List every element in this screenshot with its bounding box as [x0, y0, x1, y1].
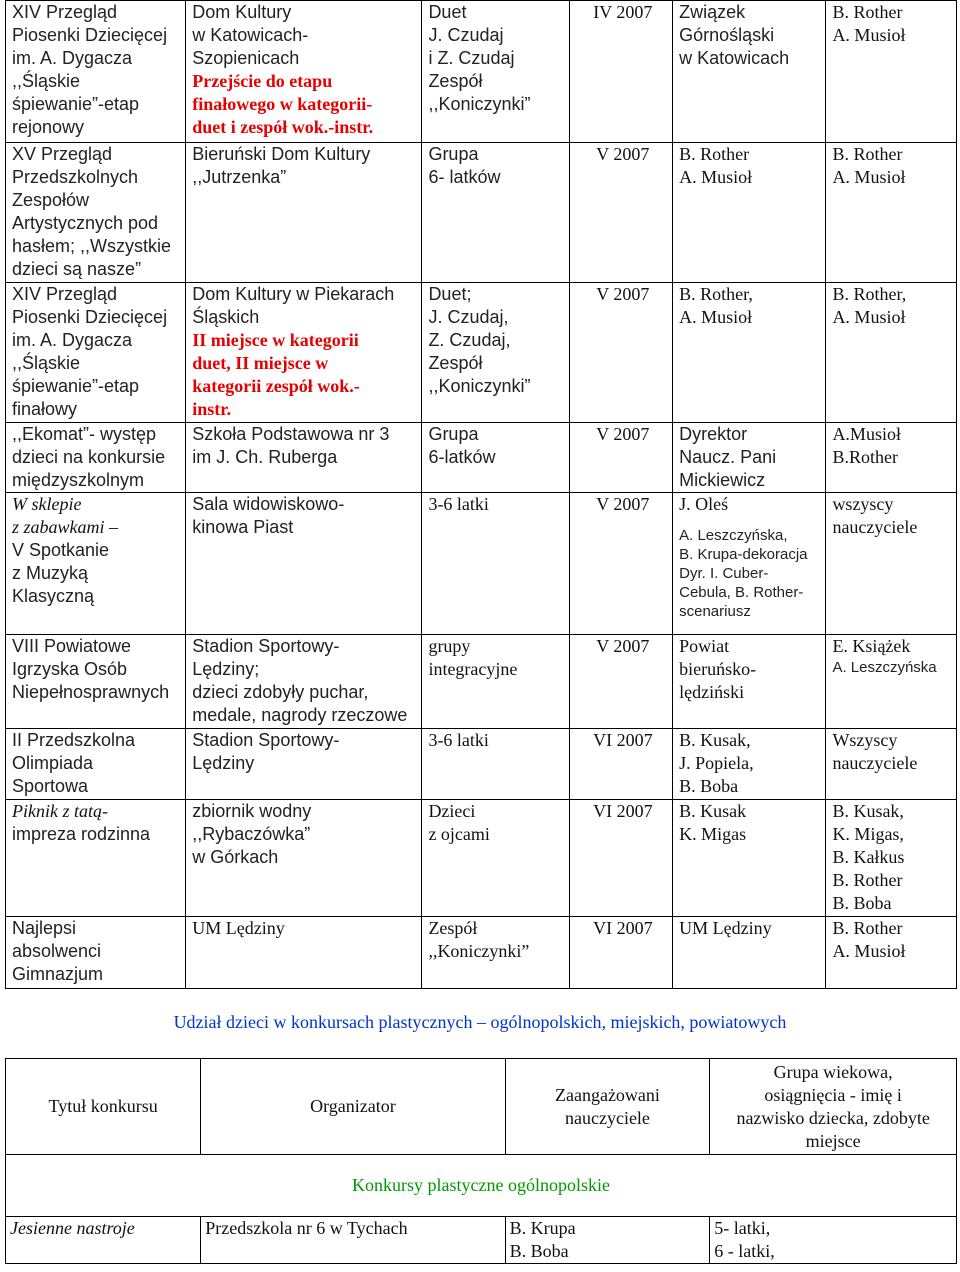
teachers-cell: B. Kusak, K. Migas, B. Kałkus B. Rother B. Boba: [826, 800, 957, 917]
event-cell: XIV Przegląd Piosenki Dziecięcej im. A. Dygacza ,,Śląskie śpiewanie”-etap finałowy: [6, 283, 186, 423]
group-cell: Duet J. Czudaj i Z. Czudaj Zespół ,,Koniczynki”: [422, 1, 569, 143]
event-cell: W sklepie z zabawkami – V Spotkanie z Muzyką Klasyczną: [6, 493, 186, 635]
result-text: Przejście do etapu finałowego w kategorii- duet i zespół wok.-instr.: [192, 71, 374, 137]
event-cell: ,,Ekomat”- występ dzieci na konkursie międzyszkolnym: [6, 423, 186, 493]
table-row: [6, 800, 957, 917]
organizer-cell: Związek Górnośląski w Katowicach: [673, 1, 826, 143]
date-cell: VI 2007: [569, 800, 673, 917]
event-cell: XIV Przegląd Piosenki Dziecięcej im. A. Dygacza ,,Śląskie śpiewanie”-etap rejonowy: [6, 1, 186, 143]
place-cell: zbiornik wodny ,,Rybaczówka” w Górkach: [186, 800, 422, 917]
table-row: [6, 729, 957, 800]
event-cell: II Przedszkolna Olimpiada Sportowa: [6, 729, 186, 800]
place-cell: Dom Kultury w Piekarach Śląskich II miejsce w kategorii duet, II miejsce w kategorii zespół wok.- instr.: [186, 283, 422, 423]
teachers-cell: B. Rother, A. Musioł: [826, 283, 957, 423]
contest-result-cell: 5- latki, 6 - latki,: [710, 1217, 957, 1264]
organizer-cell: Powiat bieruńsko- lędziński: [673, 635, 826, 729]
group-cell: Grupa 6- latków: [422, 143, 569, 283]
organizer-cell: B. Rother, A. Musioł: [673, 283, 826, 423]
contest-organizer-cell: Przedszkola nr 6 w Tychach: [201, 1217, 505, 1264]
table-row: [6, 283, 957, 423]
column-header: Organizator: [201, 1059, 505, 1155]
organizer-cell: Dyrektor Naucz. Pani Mickiewicz: [673, 423, 826, 493]
table-row: [6, 423, 957, 493]
organizer-cell: B. Kusak, J. Popiela, B. Boba: [673, 729, 826, 800]
date-cell: VI 2007: [569, 729, 673, 800]
table-row: [6, 493, 957, 635]
table-row: [6, 1, 957, 143]
date-cell: V 2007: [569, 423, 673, 493]
date-cell: V 2007: [569, 493, 673, 635]
group-cell: grupy integracyjne: [422, 635, 569, 729]
organizer-cell: B. Kusak K. Migas: [673, 800, 826, 917]
result-text: II miejsce w kategorii duet, II miejsce w kategorii zespół wok.- instr.: [192, 330, 360, 419]
table-row: [6, 917, 957, 989]
group-cell: Zespół ,,Koniczynki”: [422, 917, 569, 989]
event-cell: Najlepsi absolwenci Gimnazjum: [6, 917, 186, 989]
column-header: Zaangażowani nauczyciele: [505, 1059, 710, 1155]
table-row: [6, 635, 957, 729]
table-row: [6, 1217, 957, 1264]
teachers-cell: B. Rother A. Musioł: [826, 917, 957, 989]
section-row: [6, 1155, 957, 1217]
contest-teachers-cell: B. Krupa B. Boba: [505, 1217, 710, 1264]
section-caption: Udział dzieci w konkursach plastycznych – ogólnopolskich, miejskich, powiatowych: [173, 1012, 787, 1032]
date-cell: VI 2007: [569, 917, 673, 989]
event-cell: Piknik z tatą- impreza rodzinna: [6, 800, 186, 917]
group-cell: 3-6 latki: [422, 729, 569, 800]
place-cell: Sala widowiskowo- kinowa Piast: [186, 493, 422, 635]
teachers-cell: Wszyscy nauczyciele: [826, 729, 957, 800]
teachers-cell: B. Rother A. Musioł: [826, 143, 957, 283]
place-cell: UM Lędziny: [186, 917, 422, 989]
teachers-cell: A.Musioł B.Rother: [826, 423, 957, 493]
teachers-cell: wszyscy nauczyciele: [826, 493, 957, 635]
organizer-note: A. Leszczyńska, B. Krupa-dekoracja Dyr. I. Cuber- Cebula, B. Rother- scenariusz: [679, 527, 808, 620]
place-cell: Szkoła Podstawowa nr 3 im J. Ch. Ruberga: [186, 423, 422, 493]
group-cell: Dzieci z ojcami: [422, 800, 569, 917]
organizer-cell: J. Oleś A. Leszczyńska, B. Krupa-dekoracja Dyr. I. Cuber- Cebula, B. Rother- scenariusz: [673, 493, 826, 635]
date-cell: V 2007: [569, 143, 673, 283]
date-cell: IV 2007: [569, 1, 673, 143]
event-cell: VIII Powiatowe Igrzyska Osób Niepełnosprawnych: [6, 635, 186, 729]
group-cell: 3-6 latki: [422, 493, 569, 635]
date-cell: V 2007: [569, 283, 673, 423]
date-cell: V 2007: [569, 635, 673, 729]
column-header: Grupa wiekowa, osiągnięcia - imię i nazwisko dziecka, zdobyte miejsce: [710, 1059, 957, 1155]
table-row: [6, 143, 957, 283]
group-cell: Grupa 6-latków: [422, 423, 569, 493]
event-cell: XV Przegląd Przedszkolnych Zespołów Artystycznych pod hasłem; ,,Wszystkie dzieci są nasze”: [6, 143, 186, 283]
teachers-cell: B. Rother A. Musioł: [826, 1, 957, 143]
group-cell: Duet; J. Czudaj, Z. Czudaj, Zespół ,,Koniczynki”: [422, 283, 569, 423]
contests-table: [5, 1058, 957, 1264]
contest-title-cell: Jesienne nastroje: [6, 1217, 201, 1264]
place-cell: Bieruński Dom Kultury ,,Jutrzenka”: [186, 143, 422, 283]
table-header-row: [6, 1059, 957, 1155]
column-header: Tytuł konkursu: [6, 1059, 201, 1155]
organizer-cell: UM Lędziny: [673, 917, 826, 989]
organizer-cell: B. Rother A. Musioł: [673, 143, 826, 283]
section-title: Konkursy plastyczne ogólnopolskie: [6, 1155, 957, 1217]
place-cell: Stadion Sportowy- Lędziny: [186, 729, 422, 800]
events-table: [5, 0, 957, 989]
place-cell: Dom Kultury w Katowicach- Szopienicach Przejście do etapu finałowego w kategorii- duet i zespół wok.-instr.: [186, 1, 422, 143]
place-cell: Stadion Sportowy- Lędziny; dzieci zdobyły puchar, medale, nagrody rzeczowe: [186, 635, 422, 729]
teachers-cell: E. Książek A. Leszczyńska: [826, 635, 957, 729]
